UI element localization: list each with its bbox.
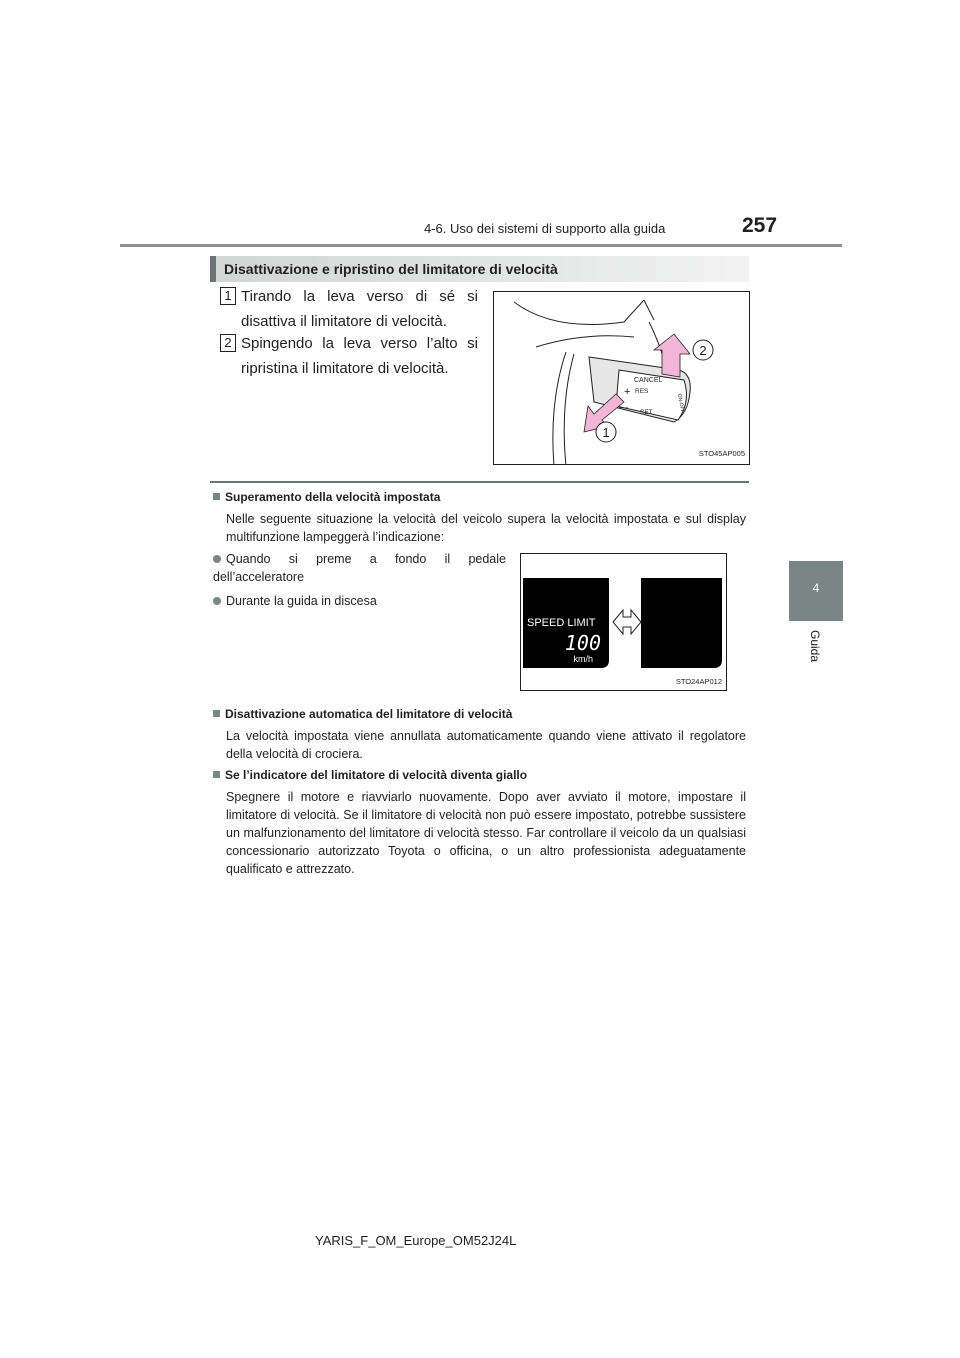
figure1-code: STO45AP005 (698, 449, 745, 458)
step-1-text: Tirando la leva verso di sé si disattiva il limitatore di velocità. (241, 288, 478, 330)
square-bullet-icon (213, 710, 220, 717)
block2-heading (213, 707, 512, 721)
callout-1: 1 (602, 425, 610, 440)
square-bullet-icon (213, 493, 220, 500)
block2-title: Disattivazione automatica del limitatore di velocità (225, 707, 513, 721)
bullet-1 (213, 550, 506, 586)
display-illustration (521, 554, 727, 691)
lever-set-label: SET (640, 409, 653, 416)
lever-illustration (494, 292, 750, 465)
document-footer: YARIS_F_OM_Europe_OM52J24L (315, 1233, 517, 1248)
chapter-tab (789, 561, 843, 621)
step-2-badge: 2 (220, 334, 236, 352)
bullet-2 (213, 592, 377, 610)
blink-arrow-icon (613, 610, 641, 634)
block1-heading (213, 490, 440, 504)
lever-figure (493, 291, 750, 465)
block3-paragraph: Spegnere il motore e riavviarlo nuovamente. Dopo aver avviato il motore, impostare il limitatore di velocità. Se il limitatore di velocità non può essere impostato, potrebbe sussistere un malfunzionamento del limitatore di velocità stesso. Far controllare il veicolo da un qualsiasi concessionario autorizzato Toyota o officina, o un altro professionista adeguatamente qualificato e attrezzato. (226, 790, 746, 876)
section-header-bar (210, 256, 216, 282)
step-1-badge: 1 (220, 287, 236, 305)
figure2-code: STO24AP012 (675, 677, 722, 686)
bullet-dot-icon (213, 555, 221, 563)
header-rule (120, 244, 842, 247)
display-title: SPEED LIMIT (527, 617, 596, 629)
section-header (210, 256, 749, 282)
bullet-2-text: Durante la guida in discesa (226, 594, 377, 608)
chapter-number: 4 (812, 581, 820, 595)
block1-title: Superamento della velocità impostata (225, 490, 441, 504)
running-header: 4-6. Uso dei sistemi di supporto alla guida (424, 221, 666, 236)
section-divider (210, 481, 749, 483)
display-unit: km/h (573, 654, 593, 664)
bullet-1-text: Quando si preme a fondo il pedale dell’acceleratore (213, 552, 506, 584)
display-figure (520, 553, 727, 691)
step-2-text: Spingendo la leva verso l’alto si ripristina il limitatore di velocità. (241, 335, 478, 377)
callout-2: 2 (699, 343, 707, 358)
section-title: Disattivazione e ripristino del limitatore di velocità (224, 261, 558, 277)
block2-paragraph: La velocità impostata viene annullata automaticamente quando viene attivato il regolatore della velocità di crociera. (226, 729, 746, 761)
block3-heading (213, 768, 527, 782)
chapter-label: Guida (808, 630, 822, 663)
square-bullet-icon (213, 771, 220, 778)
lever-plus-label: + (624, 386, 631, 398)
lever-onoff-label: ON-OFF (676, 393, 686, 414)
lever-cancel-label: CANCEL (634, 377, 663, 384)
block1-paragraph: Nelle seguente situazione la velocità del veicolo supera la velocità impostata e sul display multifunzione lampeggerà l’indicazione: (226, 512, 746, 544)
lever-res-label: RES (635, 388, 649, 395)
display-value: 100 (564, 631, 601, 655)
block3-title: Se l’indicatore del limitatore di velocità diventa giallo (225, 768, 528, 782)
lever-minus-label: — (619, 402, 628, 412)
bullet-dot-icon (213, 597, 221, 605)
page-number: 257 (742, 214, 778, 237)
